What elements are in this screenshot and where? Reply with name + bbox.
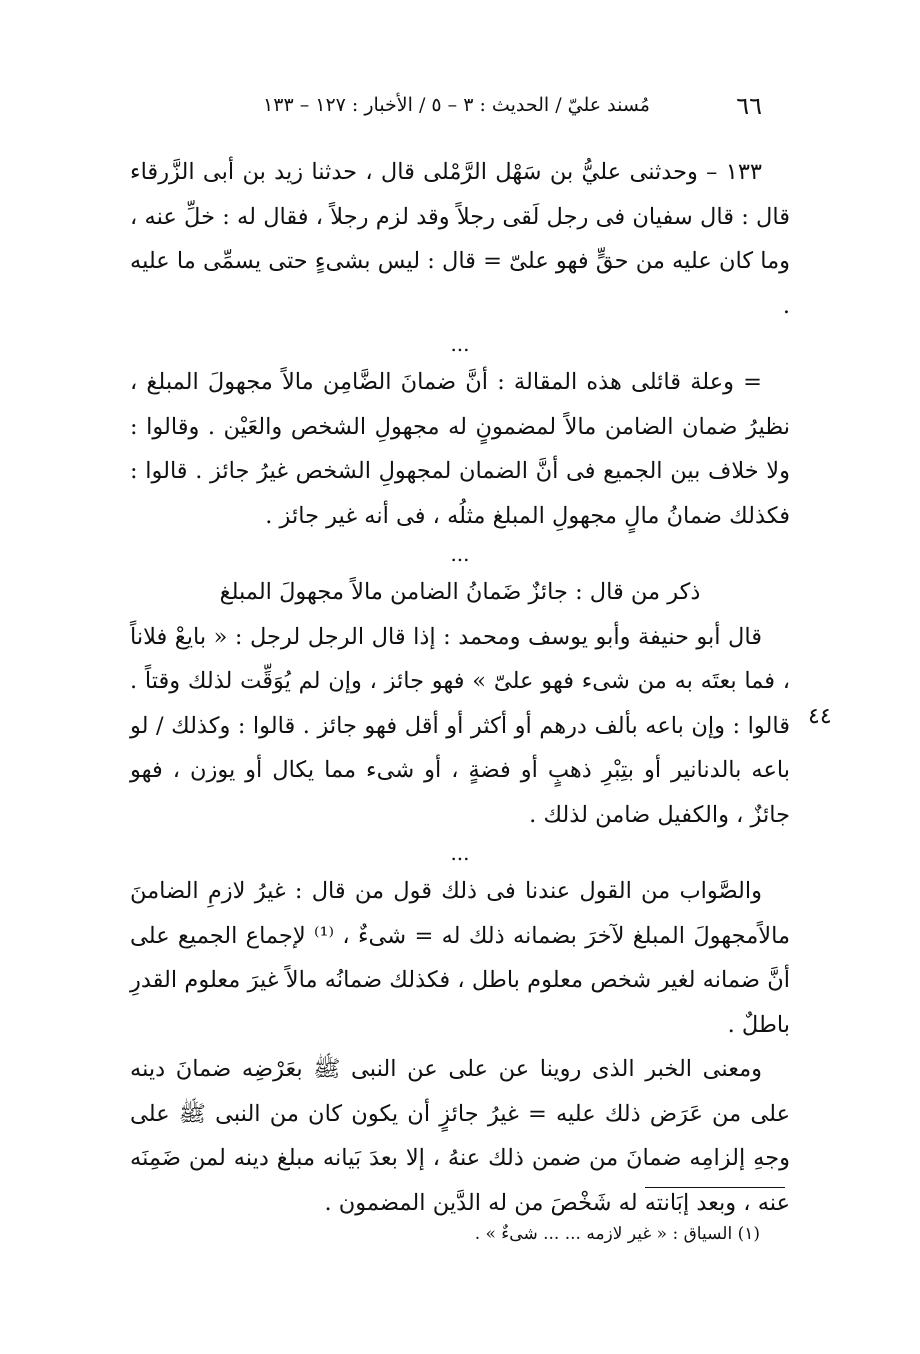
- paragraph-reasoning: = وعلة قائلى هذه المقالة : أنَّ ضمانَ الضَّامِن مالاً مجهولَ المبلغ ، نظيرُ ضمان الضامن مالاً لمضمونٍ له مجهولِ الشخص والعَيْن . وقالوا : ولا خلاف بين الجميع فى أنَّ الضمان لمجهولِ الشخص غيرُ جائز . قالوا : فكذلك ضمانُ مالٍ مجهولِ المبلغ مثلُه ، فى أنه غير جائز .: [130, 369, 790, 529]
- section-separator: ...: [450, 542, 470, 566]
- margin-page-reference: ٤٤: [808, 704, 832, 729]
- running-head: مُسند عليّ / الحديث : ٣ – ٥ / الأخبار : ١٢٧ – ١٣٣: [263, 94, 650, 116]
- paragraph-meaning-of-report: ومعنى الخبر الذى روينا عن على عن النبى ﷺ بعَرْضِه ضمانَ دينه على من عَرَض ذلك عليه = غيرُ جائزٍ أن يكون كان من النبى ﷺ على وجهِ إلزامِه ضمانَ من ضمن ذلك عنهُ ، إلا بعدَ بَيانه مبلغ دينه لمن ضَمِنَه عنه ، وبعد إبَانته له شَخْصَ من له الدَّين المضمون .: [130, 1056, 790, 1216]
- section-separator: ...: [450, 841, 470, 865]
- section-heading: ذكر من قال : جائزٌ ضَمانُ الضامن مالاً مجهولَ المبلغ: [219, 579, 701, 605]
- footnote: (١) السياق : « غير لازمه ... ... شىءٌ » .: [474, 1224, 760, 1244]
- paragraph-abu-hanifa: قال أبو حنيفة وأبو يوسف ومحمد : إذا قال الرجل لرجل : « بايعْ فلاناً ، فما بعتَه به من شىء فهو علىّ » فهو جائز ، وإن لم يُوَقِّت لذلك وقتاً . قالوا : وإن باعه بألف درهم أو أكثر أو أقل فهو جائز . قالوا : وكذلك / لو باعه بالدنانير أو بتِبْرِ ذهبٍ أو فضةٍ ، أو شىء مما يكال أو يوزن ، فهو جائزٌ ، والكفيل ضامن لذلك .: [130, 623, 790, 828]
- footnote-divider: [645, 1187, 785, 1188]
- section-separator: ...: [450, 332, 470, 356]
- page-number: ٦٦: [736, 92, 762, 120]
- paragraph-correct-view: والصَّواب من القول عندنا فى ذلك قول من قال : غيرُ لازمِ الضامنَ مالاًمجهولَ المبلغ لآخرَ بضمانه ذلك له = شىءٌ ، ⁽¹⁾ لإجماع الجميع على أنَّ ضمانه لغير شخص معلوم باطل ، فكذلك ضمانُه مالاً غيرَ معلوم القدرِ باطلٌ .: [130, 878, 790, 1038]
- page-header: [130, 92, 790, 126]
- paragraph-hadith-133: ١٣٣ – وحدثنى عليُّ بن سَهْل الرَّمْلى قال ، حدثنا زيد بن أبى الزَّرقاء قال : قال سفيان فى رجل لَقى رجلاً وقد لزم رجلاً ، فقال له : خلِّ عنه ، وما كان عليه من حقٍّ فهو علىّ = قال : ليس بشىءٍ حتى يسمِّى ما عليه .: [130, 159, 790, 319]
- main-text: [130, 150, 790, 1225]
